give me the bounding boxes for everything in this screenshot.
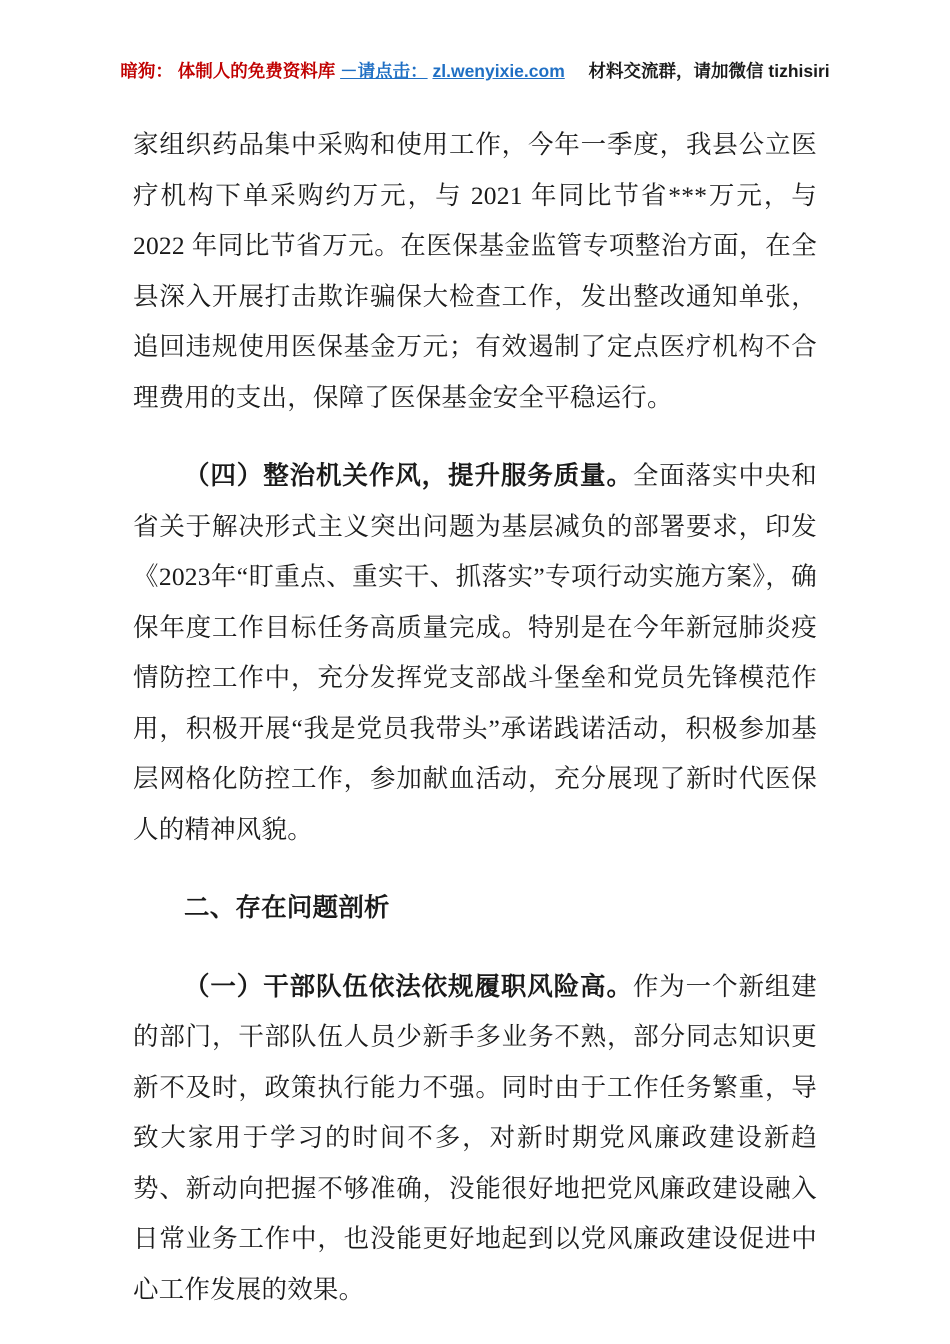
section-heading-two: [133, 883, 817, 934]
paragraph-text: 全面落实中央和省关于解决形式主义突出问题为基层减负的部署要求，印发《2023年“盯重点、重实干、抓落实”专项行动实施方案》，确保年度工作目标任务高质量完成。特别是在今年新冠肺炎疫情防控工作中，充分发挥党支部战斗堡垒和党员先锋模范作用，积极开展“我是党员我带头”承诺践诺活动，积极参加基层网格化防控工作，参加献血活动，充分展现了新时代医保人的精神风貌。: [133, 461, 817, 844]
paragraph-text: 作为一个新组建的部门，干部队伍人员少新手多业务不熟，部分同志知识更新不及时，政策执行能力不强。同时由于工作任务繁重，导致大家用于学习的时间不多，对新时期党风廉政建设新趋势、新动向把握不够准确，没能很好地把党风廉政建设融入日常业务工作中，也没能更好地起到以党风廉政建设促进中心工作发展的效果。: [133, 971, 817, 1304]
paragraph-issue-one: [133, 962, 817, 1316]
paragraph-section-four: [133, 451, 817, 855]
banner-click-text: －请点击：: [340, 61, 428, 81]
heading-text: 二、存在问题剖析: [184, 893, 390, 922]
paragraph-lead-bold: （一）干部队伍依法依规履职风险高。: [184, 971, 633, 1001]
paragraph-continued: [133, 120, 817, 423]
paragraph-lead-bold: （四）整治机关作风，提升服务质量。: [184, 461, 633, 490]
paragraph-text: 家组织药品集中采购和使用工作，今年一季度，我县公立医疗机构下单采购约万元，与 2021 年同比节省***万元，与 2022 年同比节省万元。在医保基金监管专项整治方面，在全县深入开展打击欺诈骗保大检查工作，发出整改通知单张，追回违规使用医保基金万元；有效遏制了定点医疗机构不合理费用的支出，保障了医保基金安全平稳运行。: [133, 130, 817, 412]
banner-link[interactable]: zl.wenyixie.com: [432, 61, 565, 81]
banner-note: 材料交流群，请加微信 tizhisiri: [588, 61, 830, 81]
banner-label-prefix: 暗狗：: [120, 61, 173, 81]
promo-banner: [0, 58, 950, 83]
banner-label-main: 体制人的免费资料库: [177, 61, 336, 81]
document-body: [133, 120, 817, 1315]
